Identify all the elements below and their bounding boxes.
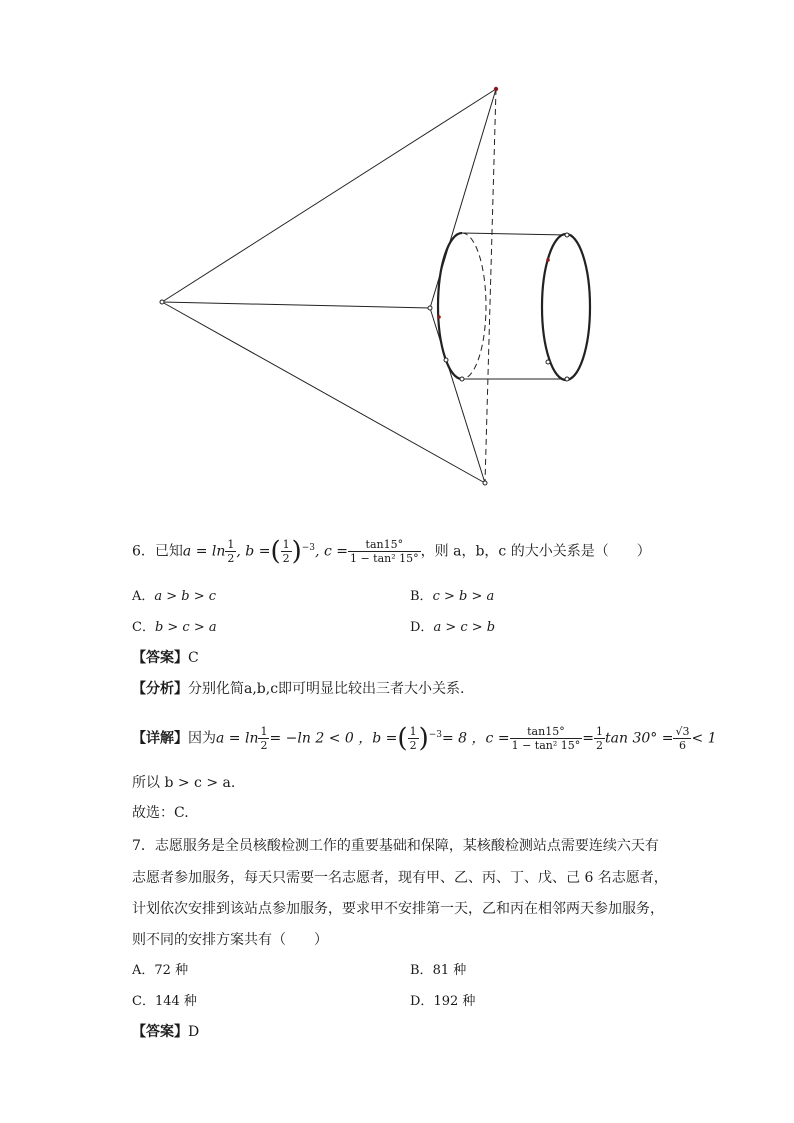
detail-half-fraction: [594, 725, 605, 752]
q7-line-3: 计划依次安排到该站点参加服务，要求甲不安排第一天，乙和丙在相邻两天参加服务，: [132, 901, 664, 917]
detail-c-tail: < 1: [691, 730, 717, 747]
q6-conclusion: 所以 b > c > a.: [132, 775, 236, 791]
detail-a-fraction: [258, 725, 269, 752]
fraction-denominator: 2: [260, 739, 268, 753]
option-text: a > c > b: [433, 620, 496, 635]
fraction-denominator: 2: [282, 552, 290, 566]
option-label: B．: [410, 963, 433, 978]
point-cyl-e: [565, 233, 569, 237]
q7-option-a[interactable]: [132, 961, 188, 981]
fraction-denominator: 1 − tan² 15°: [511, 739, 581, 753]
point-cyl-red-1: [437, 315, 441, 319]
detail-sqrt-fraction: [673, 725, 691, 752]
q6-option-d[interactable]: [410, 618, 495, 638]
option-label: B．: [410, 589, 433, 604]
detail-c-fraction: [510, 725, 583, 752]
answer-value: D: [188, 1024, 200, 1040]
q6-option-c[interactable]: [132, 618, 217, 638]
geometry-figure: [0, 0, 794, 520]
fraction-numerator: 1: [409, 725, 417, 739]
equals-sign: =: [582, 730, 594, 747]
q6-b-exponent: −3: [301, 543, 316, 553]
q6-a-expr: a = ln: [182, 543, 226, 560]
edge-dashed-vertical: [485, 89, 496, 483]
analysis-text: 分别化简a,b,c即可明显比较出三者大小关系.: [188, 681, 465, 697]
option-label: D．: [410, 620, 434, 635]
cylinder-right-ellipse: [542, 234, 590, 380]
q6-answer: [132, 648, 199, 668]
detail-a: a = ln: [216, 730, 259, 747]
option-text: 81 种: [432, 963, 467, 978]
vertex-top: [494, 87, 498, 91]
open-paren: (: [270, 536, 281, 567]
q6-number: 6．: [132, 543, 155, 560]
q6-c-expr: , c =: [315, 543, 348, 560]
cylinder-top-generatrix: [462, 233, 567, 235]
option-label: A．: [132, 963, 155, 978]
fraction-denominator: 2: [596, 739, 603, 753]
option-text: 144 种: [154, 994, 197, 1009]
option-text: c > b > a: [432, 589, 495, 604]
fraction-numerator: 1: [227, 538, 235, 552]
fraction-denominator: 6: [678, 739, 686, 753]
detail-b-fraction: [408, 725, 419, 752]
detail-tan30: tan 30° =: [605, 730, 674, 747]
edge-left-center: [162, 302, 430, 308]
q6-detail: [132, 725, 717, 752]
answer-tag: 【答案】: [132, 650, 188, 666]
detail-b-tail: = 8 ，: [442, 730, 486, 747]
point-cyl-d: [565, 377, 569, 381]
option-text: b > c > a: [154, 620, 217, 635]
detail-b: b =: [372, 730, 398, 747]
close-paren: ): [418, 723, 429, 754]
q7-answer: [132, 1022, 199, 1042]
option-label: D．: [410, 994, 434, 1009]
option-label: C．: [132, 994, 155, 1009]
q6-stem-tail: ，则 a，b，c 的大小关系是（ ）: [420, 543, 651, 560]
q6-b-expr: , b =: [236, 543, 271, 560]
cylinder-left-back-arc: [462, 233, 486, 379]
cylinder-left-front-arc: [438, 233, 462, 379]
option-text: a > b > c: [154, 589, 217, 604]
fraction-numerator: 1: [260, 725, 268, 739]
q6-choice: 故选：C.: [132, 805, 189, 821]
analysis-tag: 【分析】: [132, 681, 188, 697]
detail-b-exponent: −3: [428, 730, 442, 740]
detail-a-tail: = −ln 2 < 0 ，: [269, 730, 373, 747]
q6-option-b[interactable]: [410, 587, 494, 607]
q6-half-fraction: [225, 538, 236, 565]
fraction-numerator: tan15°: [510, 725, 583, 739]
fraction-denominator: 2: [227, 552, 235, 566]
option-label: C．: [132, 620, 155, 635]
edge-left-top: [162, 89, 496, 302]
q7-line-4: 则不同的安排方案共有（ ）: [132, 932, 328, 948]
detail-c: c =: [485, 730, 510, 747]
q6-stem: [132, 538, 651, 565]
fraction-numerator: 1: [282, 538, 290, 552]
point-cyl-red-2: [546, 258, 550, 262]
q6-analysis: [132, 679, 465, 699]
q7-option-b[interactable]: [410, 961, 466, 981]
point-cyl-a: [444, 358, 448, 362]
q7-line-2: 志愿者参加服务，每天只需要一名志愿者，现有甲、乙、丙、丁、戊、己 6 名志愿者，: [132, 870, 668, 886]
q6-b-fraction: [281, 538, 292, 565]
q6-prefix: 已知: [154, 543, 183, 560]
option-text: 192 种: [433, 994, 476, 1009]
q7-option-c[interactable]: [132, 992, 197, 1012]
fraction-numerator: √3: [675, 725, 690, 739]
point-cyl-b: [460, 377, 464, 381]
fraction-denominator: 1 − tan² 15°: [349, 552, 419, 566]
close-paren: ): [291, 536, 302, 567]
point-cyl-c: [546, 360, 550, 364]
open-paren: (: [397, 723, 408, 754]
answer-tag: 【答案】: [132, 1024, 188, 1040]
answer-value: C: [188, 650, 199, 666]
q6-option-a[interactable]: [132, 587, 216, 607]
vertex-left: [160, 300, 164, 304]
detail-prefix: 因为: [188, 730, 216, 747]
q7-line-1: 7．志愿服务是全员核酸检测工作的重要基础和保障，某核酸检测站点需要连续六天有: [132, 838, 659, 854]
fraction-denominator: 2: [409, 739, 417, 753]
detail-tag: 【详解】: [132, 730, 188, 747]
option-label: A．: [132, 589, 155, 604]
vertex-bottom: [483, 481, 487, 485]
q6-c-fraction: [348, 538, 421, 565]
fraction-numerator: tan15°: [348, 538, 421, 552]
vertex-center: [428, 306, 432, 310]
fraction-numerator: 1: [596, 725, 603, 739]
q7-option-d[interactable]: [410, 992, 475, 1012]
option-text: 72 种: [154, 963, 189, 978]
